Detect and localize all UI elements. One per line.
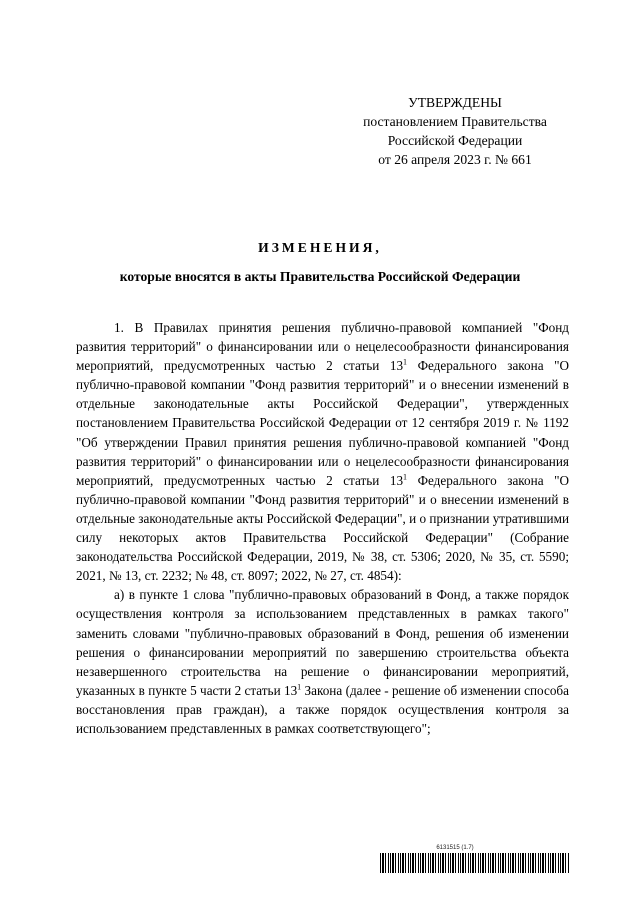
- paragraph-1-sup-2: 1: [403, 472, 408, 482]
- paragraph-1a-sup-1: 1: [297, 682, 302, 692]
- paragraph-1-text-c: Федерального закона "О публично-правовой компании "Фонд развития территорий" и о внесении изменений в отдельные законодательные акты Российской Федерации", и о признании утратившими силу некоторых актов Правительства Российской Федерации" (Собрание законодательства Российской Федерации, 2019, № 38, ст. 5306; 2020, № 35, ст. 5590; 2021, № 13, ст. 2232; № 48, ст. 8097; 2022, № 27, ст. 4854):: [76, 472, 569, 584]
- document-subtitle: которые вносятся в акты Правительства Российской Федерации: [119, 269, 521, 284]
- document-footer: [380, 845, 570, 873]
- document-title: ИЗМЕНЕНИЯ,: [258, 240, 382, 255]
- paragraph-1-text-a: 1. В Правилах принятия решения публично-правовой компанией "Фонд развития территорий" о финансировании или о нецелесообразности финансирования мероприятий, предусмотренных частью 2 статьи 13: [76, 320, 569, 374]
- approval-block: [340, 93, 570, 169]
- paragraph-1-text-b: Федерального закона "О публично-правовой компании "Фонд развития территорий" и о внесении изменений в отдельные законодательные акты Российской Федерации", утвержденных постановлением Правительства Российской Федерации от 12 сентября 2019 г. № 1192 "Об утверждении Правил принятия решения публично-правовой компанией "Фонд развития территорий" о финансировании или о нецелесообразности финансирования мероприятий, предусмотренных частью 2 статьи 13: [76, 358, 569, 488]
- paragraph-1a-text-a: а) в пункте 1 слова "публично-правовых образований в Фонд, а также порядок осуществления контроля за использованием представленных в рамках такого" заменить словами "публично-правовых образований в Фонд, решения об изменении решения о финансировании мероприятий по завершению строительства объекта незавершенного строительства на решение о финансировании мероприятий, указанных в пункте 5 части 2 статьи 13: [76, 587, 569, 698]
- barcode: [380, 853, 570, 873]
- paragraph-1-sup-1: 1: [403, 357, 408, 367]
- document-body: [76, 318, 569, 738]
- document-code: 6131515 (1.7): [436, 845, 474, 851]
- paragraph-1a: [76, 585, 569, 738]
- document-heading: [0, 238, 640, 286]
- approval-date-number: от 26 апреля 2023 г. № 661: [378, 152, 532, 167]
- approval-title: УТВЕРЖДЕНЫ: [408, 95, 502, 110]
- paragraph-1: [76, 318, 569, 585]
- approval-country: Российской Федерации: [387, 133, 523, 148]
- paragraph-1a-text-b: Закона (далее - решение об изменении способа восстановления прав граждан), а также порядок осуществления контроля за использованием представленных в рамках соответствующего";: [76, 682, 569, 736]
- approval-resolution: постановлением Правительства: [363, 114, 547, 129]
